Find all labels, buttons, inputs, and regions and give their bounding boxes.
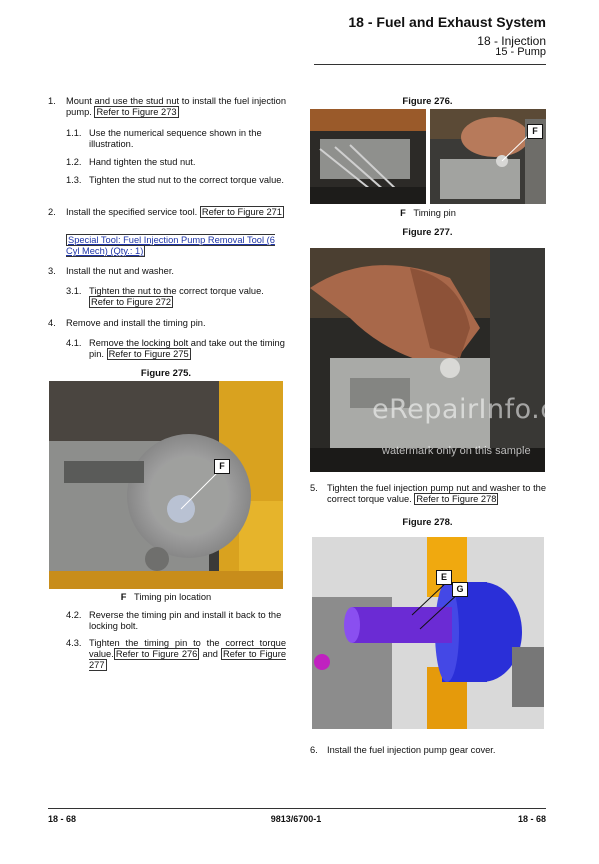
step-text: Tighten the nut to the correct torque value. [89,286,264,296]
figure-277-photo [310,248,599,472]
step-text: Hand tighten the stud nut. [89,157,196,167]
subsection-title: 15 - Pump [495,46,546,58]
figure-276-title: Figure 276. [402,96,453,107]
caption-text: Timing pin location [134,592,212,602]
step-text: Mount and use the stud nut to install the fuel injection pump. [66,96,286,117]
section-title: 18 - Injection [477,34,546,48]
caption-key: F [120,592,127,602]
caption-key: F [400,208,406,218]
callout-g: G [452,582,468,597]
figure-276-photo-left [310,109,426,204]
footer-rule [48,808,546,809]
figure-ref-link[interactable]: Refer to Figure 278 [416,494,497,504]
figure-276-photo-right [430,109,546,204]
step-text: Reverse the timing pin and install it back to the locking bolt. [89,610,282,631]
step-text: Tighten the fuel injection pump nut and washer to the correct torque value. [327,483,546,504]
header-rule [314,64,546,65]
figure-277-title: Figure 277. [402,227,453,238]
figure-275-photo [49,381,283,589]
figure-276-caption [310,208,546,218]
figure-275-title: Figure 275. [140,368,192,379]
footer-page-right: 18 - 68 [517,814,546,824]
step-text: Install the specified service tool. [66,207,198,217]
caption-text: Timing pin [413,208,456,218]
figure-ref-link[interactable]: Refer to Figure 271 [201,207,282,217]
watermark-subtext: watermark only on this sample [382,445,531,457]
step-text: Tighten the timing pin to the correct torque value. [89,638,286,659]
figure-278-cutaway [312,537,544,729]
figure-ref-link[interactable]: Refer to Figure 272 [91,297,172,307]
footer-page-left: 18 - 68 [48,814,77,824]
chapter-title: 18 - Fuel and Exhaust System [348,14,546,30]
callout-e: E [436,570,452,585]
step-text: Use the numerical sequence shown in the illustration. [89,128,262,149]
figure-ref-link[interactable]: Refer to Figure 273 [96,107,177,117]
figure-278-title: Figure 278. [402,517,453,528]
special-tool-link[interactable]: Special Tool: Fuel Injection Pump Removal Tool (6 Cyl Mech) (Qty.: 1) [66,235,275,256]
figure-ref-link[interactable]: Refer to Figure 277 [89,649,286,670]
watermark-text: eRepairInfo.com [372,394,599,425]
figure-ref-link[interactable]: Refer to Figure 275 [108,349,189,359]
footer-doc-number: 9813/6700-1 [270,814,322,824]
step-text: Remove the locking bolt and take out the timing pin. [89,338,285,359]
figure-ref-link[interactable]: Refer to Figure 276 [115,649,198,659]
step-text: Install the nut and washer. [66,266,175,276]
step-text: Tighten the stud nut to the correct torque value. [89,175,285,185]
callout-f: F [214,459,230,474]
callout-f: F [527,124,543,139]
step-text: Install the fuel injection pump gear cover. [327,745,496,755]
figure-275-caption [48,592,284,602]
step-text: Remove and install the timing pin. [66,318,206,328]
